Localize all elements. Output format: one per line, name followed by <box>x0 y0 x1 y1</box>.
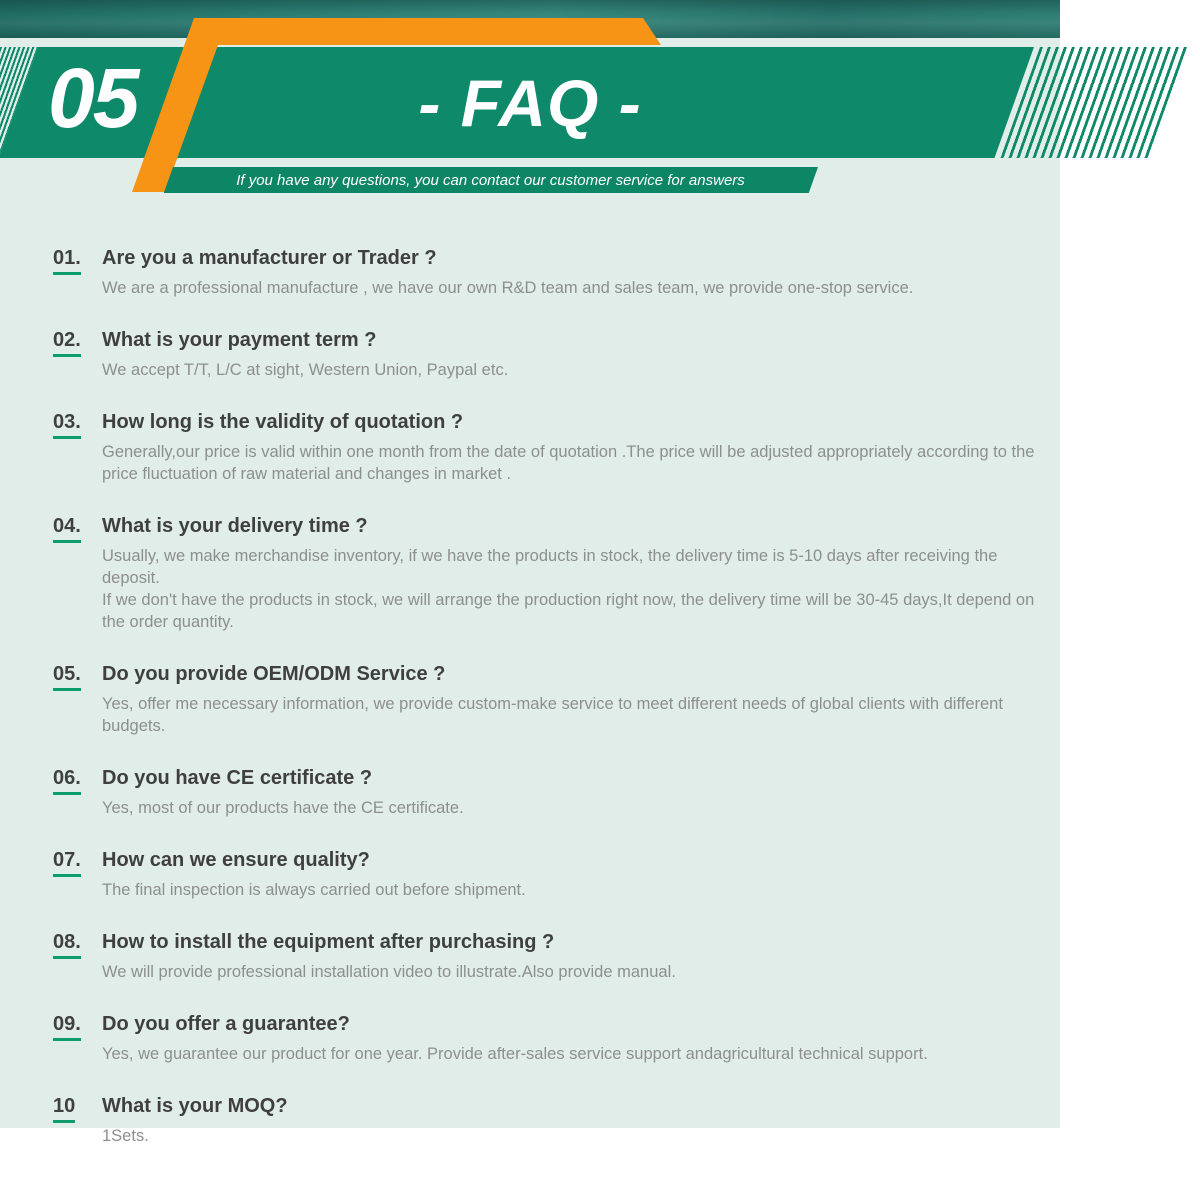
faq-question: How long is the validity of quotation ? <box>102 411 464 433</box>
faq-item <box>53 663 1060 737</box>
page-title: - FAQ - <box>418 65 642 140</box>
faq-answer: Generally,our price is valid within one month from the date of quotation .The price will be adjusted appropriately according to the price fluctuation of raw material and changes in market . <box>102 443 1035 483</box>
faq-answers <box>102 545 1037 633</box>
faq-question: Do you provide OEM/ODM Service ? <box>102 663 446 685</box>
faq-item <box>53 329 1060 381</box>
faq-question: How to install the equipment after purchasing ? <box>102 931 555 953</box>
faq-answers <box>102 797 1037 819</box>
hero-header <box>0 0 1060 205</box>
faq-question: Are you a manufacturer or Trader ? <box>102 247 437 269</box>
faq-number: 04. <box>53 515 102 545</box>
faq-item <box>53 767 1060 819</box>
faq-item <box>53 931 1060 983</box>
faq-number: 01. <box>53 247 102 277</box>
faq-answers <box>102 693 1037 737</box>
faq-answers <box>102 359 1037 381</box>
faq-answer: Usually, we make merchandise inventory, if we have the products in stock, the delivery time is 5-10 days after receiving the deposit. <box>102 547 998 587</box>
faq-item <box>53 247 1060 299</box>
faq-answer: We accept T/T, L/C at sight, Western Union, Paypal etc. <box>102 361 509 379</box>
hero-subtitle: If you have any questions, you can contact our customer service for answers <box>236 171 746 189</box>
faq-number: 02. <box>53 329 102 359</box>
faq-question: Do you have CE certificate ? <box>102 767 373 789</box>
hero-subtitle-banner <box>164 167 818 193</box>
faq-answer: The final inspection is always carried out before shipment. <box>102 881 526 899</box>
faq-question: What is your delivery time ? <box>102 515 368 537</box>
faq-answer: We are a professional manufacture , we have our own R&D team and sales team, we provide one-stop service. <box>102 279 914 297</box>
faq-number: 08. <box>53 931 102 961</box>
faq-number: 07. <box>53 849 102 879</box>
faq-question: How can we ensure quality? <box>102 849 370 871</box>
faq-number: 10 <box>53 1095 102 1125</box>
faq-item <box>53 411 1060 485</box>
section-number: 05 <box>48 51 138 145</box>
faq-answer: 1Sets. <box>102 1127 149 1145</box>
faq-question: What is your MOQ? <box>102 1095 288 1117</box>
faq-number: 09. <box>53 1013 102 1043</box>
faq-number: 06. <box>53 767 102 797</box>
faq-number: 05. <box>53 663 102 693</box>
faq-answers <box>102 441 1037 485</box>
faq-item <box>53 1095 1060 1147</box>
faq-answers <box>102 879 1037 901</box>
faq-answers <box>102 1043 1037 1065</box>
faq-answer: If we don't have the products in stock, we will arrange the production right now, the delivery time will be 30-45 days,It depend on the order quantity. <box>102 591 1035 631</box>
faq-answers <box>102 961 1037 983</box>
faq-list <box>0 247 1060 1177</box>
faq-question: Do you offer a guarantee? <box>102 1013 350 1035</box>
faq-item <box>53 849 1060 901</box>
faq-number: 03. <box>53 411 102 441</box>
faq-answer: We will provide professional installation video to illustrate.Also provide manual. <box>102 963 676 981</box>
faq-answer: Yes, most of our products have the CE certificate. <box>102 799 464 817</box>
hero-title-layer <box>0 47 1060 158</box>
faq-answers <box>102 1125 1037 1147</box>
faq-item <box>53 1013 1060 1065</box>
faq-answer: Yes, offer me necessary information, we provide custom-make service to meet different needs of global clients with different budgets. <box>102 695 1003 735</box>
faq-item <box>53 515 1060 633</box>
faq-answers <box>102 277 1037 299</box>
faq-question: What is your payment term ? <box>102 329 377 351</box>
faq-answer: Yes, we guarantee our product for one year. Provide after-sales service support andagricultural technical support. <box>102 1045 928 1063</box>
